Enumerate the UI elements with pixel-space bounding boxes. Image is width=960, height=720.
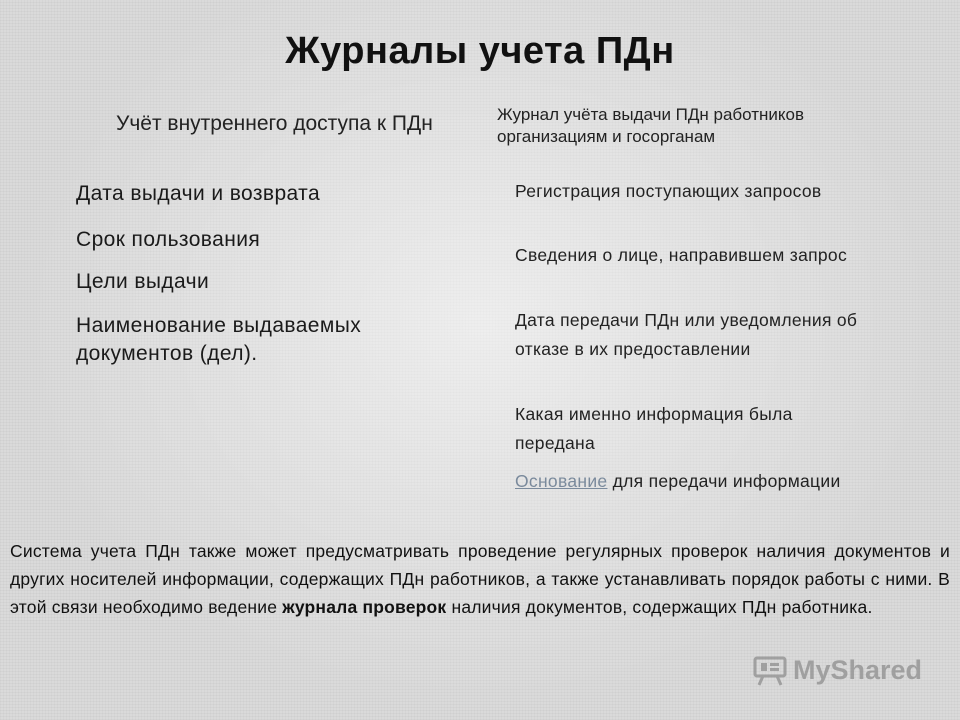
slides-icon [753, 656, 787, 686]
list-item-text: для передачи информации [607, 471, 841, 491]
list-item: Дата передачи ПДн или уведомления об отказе в их предоставлении [515, 310, 858, 359]
list-item: Дата выдачи и возврата [76, 182, 321, 205]
watermark-text: MyShared [792, 655, 922, 685]
left-column-heading: Учёт внутреннего доступа к ПДн [116, 112, 433, 135]
right-column-heading: Журнал учёта выдачи ПДн работников организациям и госорганам [497, 105, 805, 146]
page-title: Журналы учета ПДн [285, 30, 675, 72]
list-item: Срок пользования [76, 228, 261, 251]
list-item: Сведения о лице, направившем запрос [515, 245, 847, 265]
list-item [515, 467, 875, 496]
basis-link[interactable]: Основание [515, 471, 608, 491]
paragraph-text: наличия документов, содержащих ПДн работника. [446, 597, 873, 617]
body-paragraph [10, 537, 950, 621]
paragraph-bold-text: журнала проверок [282, 597, 447, 617]
list-item: Цели выдачи [76, 270, 210, 293]
paragraph-text: Система учета ПДн также может предусматривать проведение регулярных проверок наличия документов и других носителей информации, содержащих ПДн работников, а также устанавливать порядок работы с ними. В этой связи необходимо ведение [10, 541, 950, 617]
list-item: Наименование выдаваемых документов (дел). [76, 314, 362, 365]
watermark [753, 655, 922, 686]
list-item: Регистрация поступающих запросов [515, 181, 822, 201]
list-item: Какая именно информация была передана [515, 404, 793, 453]
